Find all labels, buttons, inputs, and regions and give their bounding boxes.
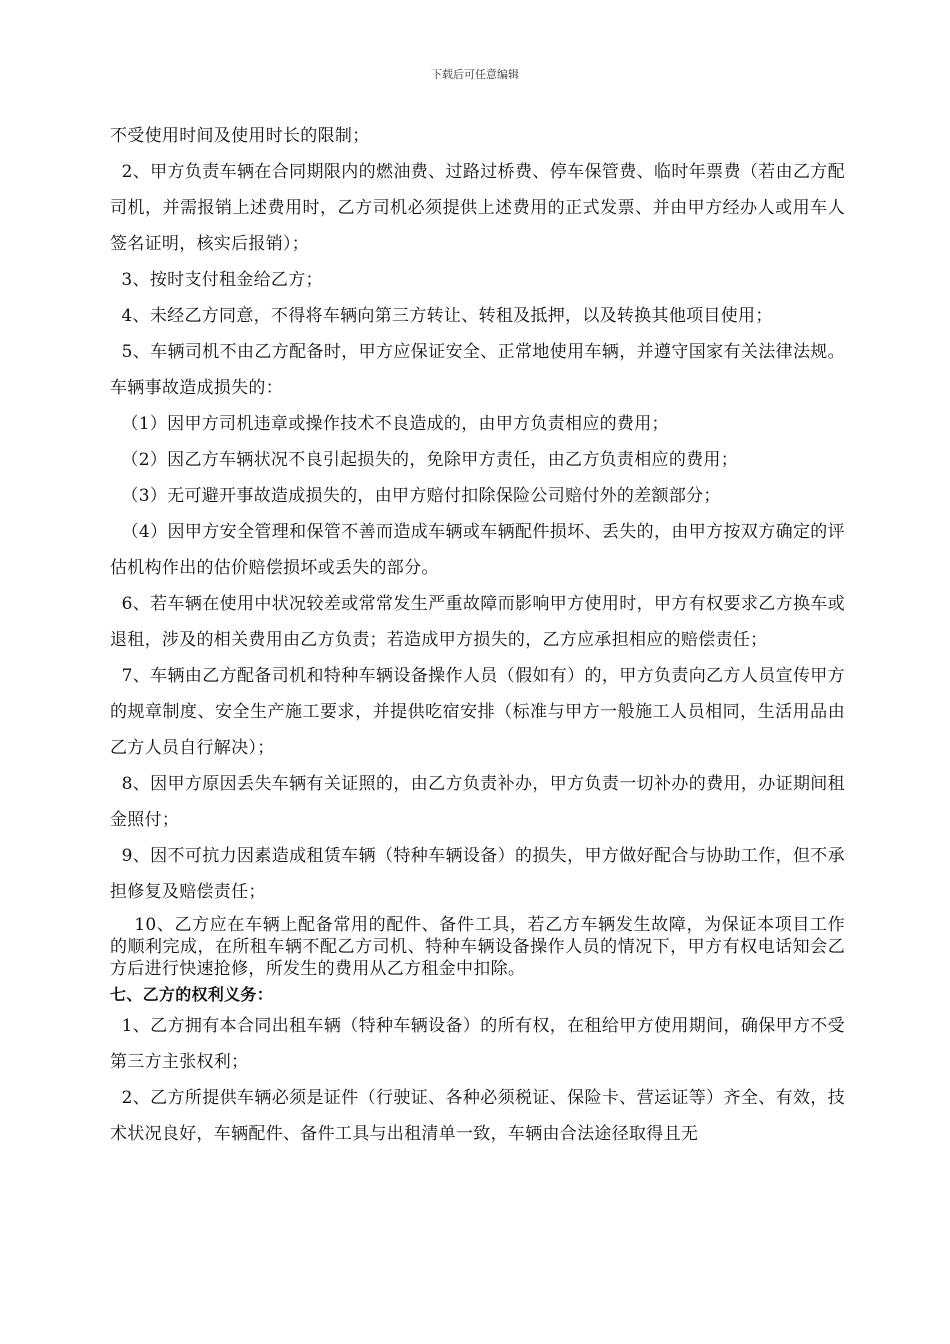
paragraph-5-3: （3）无可避开事故造成损失的，由甲方赔付扣除保险公司赔付外的差额部分； (110, 486, 721, 506)
paragraph-b2: 2、乙方所提供车辆必须是证件（行驶证、各种必须税证、保险卡、营运证等）齐全、有效，技术状况良好，车辆配件、备件工具与出租清单一致，车辆由合法途径取得且无 (110, 1088, 845, 1144)
paragraph-1: 不受使用时间及使用时长的限制； (110, 126, 370, 146)
paragraph-5-1: （1）因甲方司机违章或操作技术不良造成的，由甲方负责相应的费用； (110, 414, 669, 434)
paragraph-7: 7、车辆由乙方配备司机和特种车辆设备操作人员（假如有）的，甲方负责向乙方人员宣传甲方的规章制度、安全生产施工要求，并提供吃宿安排（标准与甲方一般施工人员相同，生活用品由乙方人员自行解决）； (110, 666, 845, 758)
paragraph-4: 4、未经乙方同意，不得将车辆向第三方转让、转租及抵押，以及转换其他项目使用； (110, 306, 773, 326)
document-body (110, 118, 845, 1152)
page-header: 下载后可任意编辑 (431, 68, 519, 81)
paragraph-6: 6、若车辆在使用中状况较差或常常发生严重故障而影响甲方使用时，甲方有权要求乙方换车或退租，涉及的相关费用由乙方负责；若造成甲方损失的，乙方应承担相应的赔偿责任； (110, 594, 845, 650)
paragraph-2: 2、甲方负责车辆在合同期限内的燃油费、过路过桥费、停车保管费、临时年票费（若由乙方配司机，并需报销上述费用时，乙方司机必须提供上述费用的正式发票、并由甲方经办人或用车人签名证明，核实后报销）； (110, 162, 845, 254)
paragraph-b1: 1、乙方拥有本合同出租车辆（特种车辆设备）的所有权，在租给甲方使用期间，确保甲方不受第三方主张权利； (110, 1016, 845, 1072)
paragraph-5-4: （4）因甲方安全管理和保管不善而造成车辆或车辆配件损坏、丢失的，由甲方按双方确定的评估机构作出的估价赔偿损坏或丢失的部分。 (110, 522, 845, 578)
paragraph-5: 5、车辆司机不由乙方配备时，甲方应保证安全、正常地使用车辆，并遵守国家有关法律法规。车辆事故造成损失的： (110, 342, 845, 398)
paragraph-10: 10、乙方应在车辆上配备常用的配件、备件工具，若乙方车辆发生故障，为保证本项目工作的顺利完成，在所租车辆不配乙方司机、特种车辆设备操作人员的情况下，甲方有权电话知会乙方后进行快速抢修，所发生的费用从乙方租金中扣除。 (110, 915, 845, 979)
paragraph-9: 9、因不可抗力因素造成租赁车辆（特种车辆设备）的损失，甲方做好配合与协助工作，但不承担修复及赔偿责任； (110, 846, 845, 902)
paragraph-3: 3、按时支付租金给乙方； (110, 270, 323, 290)
paragraph-8: 8、因甲方原因丢失车辆有关证照的，由乙方负责补办，甲方负责一切补办的费用，办证期间租金照付； (110, 774, 845, 830)
section-heading-7: 七、乙方的权利义务： (110, 985, 274, 1004)
paragraph-5-2: （2）因乙方车辆状况不良引起损失的，免除甲方责任，由乙方负责相应的费用； (110, 450, 739, 470)
